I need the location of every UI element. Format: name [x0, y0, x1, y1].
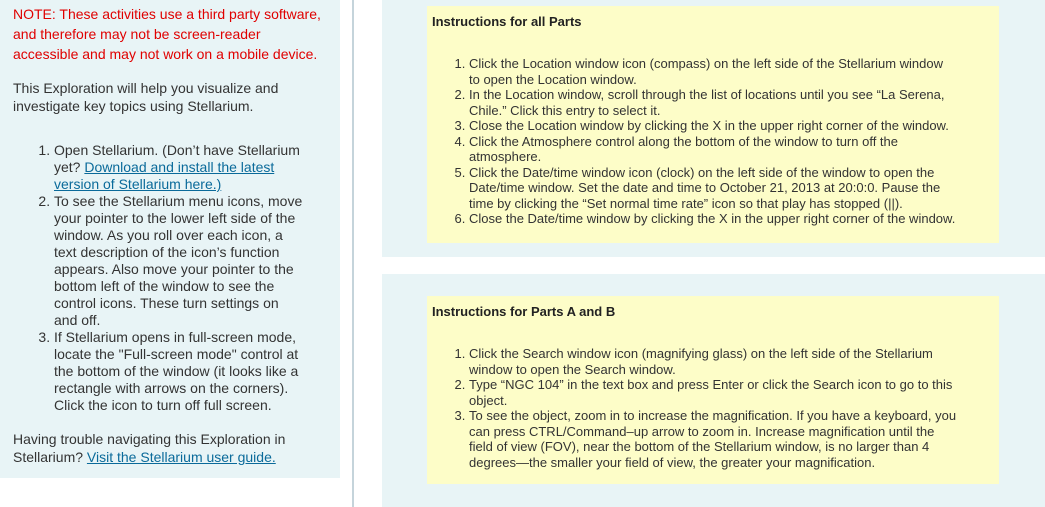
column-divider: [352, 0, 354, 507]
list-item: 3. If Stellarium opens in full-screen mode, locate the "Full-screen mode" control at the bottom of the window (it looks like a rectangle with arrows on the corners). Click the icon to turn off full screen.: [54, 329, 303, 414]
parts-ab-panel: [382, 274, 1045, 507]
trouble-text: Having trouble navigating this Exploration in Stellarium?: [13, 431, 286, 465]
parts-ab-title: Instructions for Parts A and B: [432, 304, 616, 319]
list-item: 2. To see the Stellarium menu icons, move your pointer to the lower left side of the window. As you roll over each icon, a text description of the icon’s function appears. Also move your pointer to the bottom left of the window to see the control icons. These turn settings on and off.: [54, 193, 303, 329]
all-parts-panel: [382, 0, 1045, 257]
all-parts-list: [432, 56, 957, 227]
list-item: 5. Click the Date/time window icon (clock) on the left side of the window to open the Date/time window. Set the date and time to October 21, 2013 at 20:0:0. Pause the time by clicking the “Set normal time rate” icon so that play has stopped (||).: [469, 165, 957, 212]
help-text: [13, 430, 333, 466]
left-sidebar: [0, 0, 340, 478]
user-guide-link[interactable]: Visit the Stellarium user guide.: [86, 449, 276, 465]
list-item: 1. Click the Location window icon (compass) on the left side of the Stellarium window to open the Location window.: [469, 56, 957, 87]
intro-text: This Exploration will help you visualize and investigate key topics using Stellarium.: [13, 80, 279, 114]
list-item: 2. In the Location window, scroll through the list of locations until you see “La Serena, Chile.” Click this entry to select it.: [469, 87, 957, 118]
list-item: 3. To see the object, zoom in to increase the magnification. If you have a keyboard, you can press CTRL/Command–up arrow to zoom in. Increase magnification until the field of view (FOV), near the bottom of the Stellarium window, is no larger than 4 degrees—the smaller your field of view, the greater your magnification.: [469, 408, 957, 470]
list-item: 1. Click the Search window icon (magnifying glass) on the left side of the Stellarium window to open the Search window.: [469, 346, 957, 377]
list-item: 6. Close the Date/time window by clicking the X in the upper right corner of the window.: [469, 211, 957, 227]
accessibility-note: NOTE: These activities use a third party software, and therefore may not be screen-reader accessible and may not work on a mobile device.: [13, 6, 321, 62]
parts-ab-list: [432, 346, 957, 470]
step-1-text: Open Stellarium. (Don’t have Stellarium yet?: [54, 142, 300, 175]
all-parts-title: Instructions for all Parts: [432, 14, 582, 29]
list-item: [54, 142, 303, 193]
list-item: 3. Close the Location window by clicking the X in the upper right corner of the window.: [469, 118, 957, 134]
list-item: 4. Click the Atmosphere control along the bottom of the window to turn off the atmosphere.: [469, 134, 957, 165]
setup-steps-list: [13, 142, 303, 414]
download-stellarium-link[interactable]: Download and install the latest version of Stellarium here.): [54, 159, 275, 192]
parts-ab-box: [427, 296, 999, 484]
all-parts-box: [427, 6, 999, 243]
list-item: 2. Type “NGC 104” in the text box and press Enter or click the Search icon to go to this object.: [469, 377, 957, 408]
